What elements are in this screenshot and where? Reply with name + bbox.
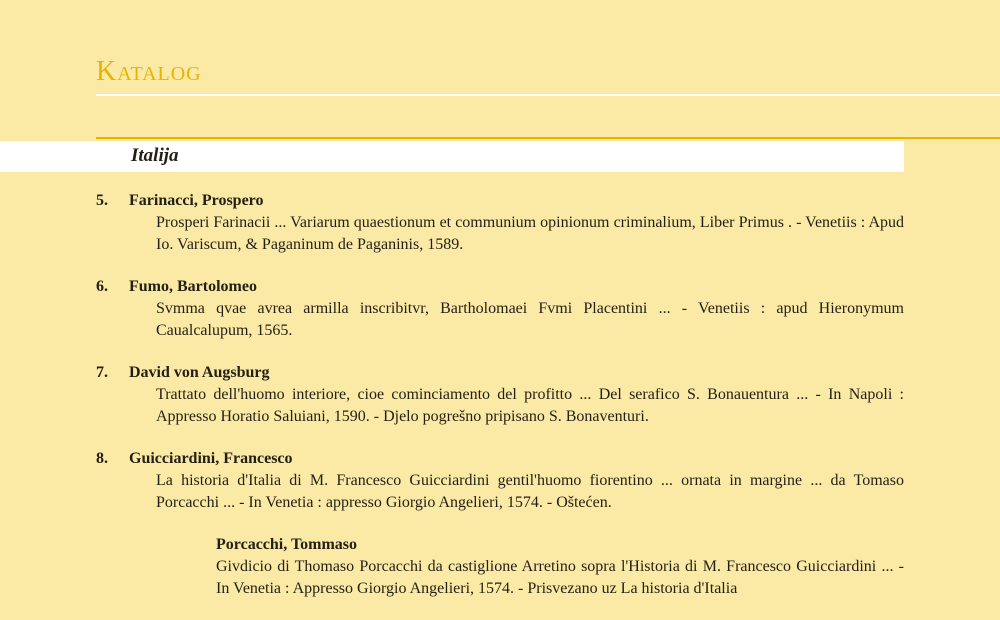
catalog-entries: [96, 190, 904, 620]
catalog-entry: [96, 190, 904, 256]
sub-entry: [216, 534, 904, 600]
entry-number: 8.: [96, 450, 108, 467]
sub-entry-description: Givdicio di Thomaso Porcacchi da castiglione Arretino sopra l'Historia di M. Francesco Guicciardini ... - In Venetia : Appresso Giorgio Angelieri, 1574. - Prisvezano uz La historia d'Italia: [216, 558, 904, 597]
header-rule: [96, 94, 1000, 96]
entry-number: 7.: [96, 364, 108, 381]
entry-number: 5.: [96, 192, 108, 209]
entry-number: 6.: [96, 278, 108, 295]
section-header: [0, 141, 904, 172]
sub-entry-author: Porcacchi, Tommaso: [216, 536, 358, 553]
entry-author: Farinacci, Prospero: [129, 192, 264, 209]
catalog-entry: [96, 448, 904, 514]
entry-author: David von Augsburg: [129, 364, 270, 381]
entry-description: La historia d'Italia di M. Francesco Guicciardini gentil'huomo fiorentino ... ornata in margine ... da Tomaso Porcacchi ... - In Venetia : appresso Giorgio Angelieri, 1574. - Oštećen.: [156, 472, 904, 511]
entry-author: Guicciardini, Francesco: [129, 450, 293, 467]
catalog-entry: [96, 362, 904, 428]
entry-description: Trattato dell'huomo interiore, cioe cominciamento del profitto ... Del serafico S. Bonauentura ... - In Napoli : Appresso Horatio Saluiani, 1590. - Djelo pogrešno pripisano S. Bonaventuri.: [156, 386, 904, 425]
entry-author: Fumo, Bartolomeo: [129, 278, 257, 295]
catalog-entry: [96, 276, 904, 342]
entry-description: Svmma qvae avrea armilla inscribitvr, Bartholomaei Fvmi Placentini ... - Venetiis : apud Hieronymum Caualcalupum, 1565.: [156, 300, 904, 339]
entry-description: Prosperi Farinacii ... Variarum quaestionum et communium opinionum criminalium, Liber Primus . - Venetiis : Apud Io. Variscum, & Paganinum de Paganinis, 1589.: [156, 214, 904, 253]
section-rule: [96, 137, 1000, 139]
section-title: Italija: [131, 145, 179, 166]
page-title: Katalog: [96, 56, 202, 87]
